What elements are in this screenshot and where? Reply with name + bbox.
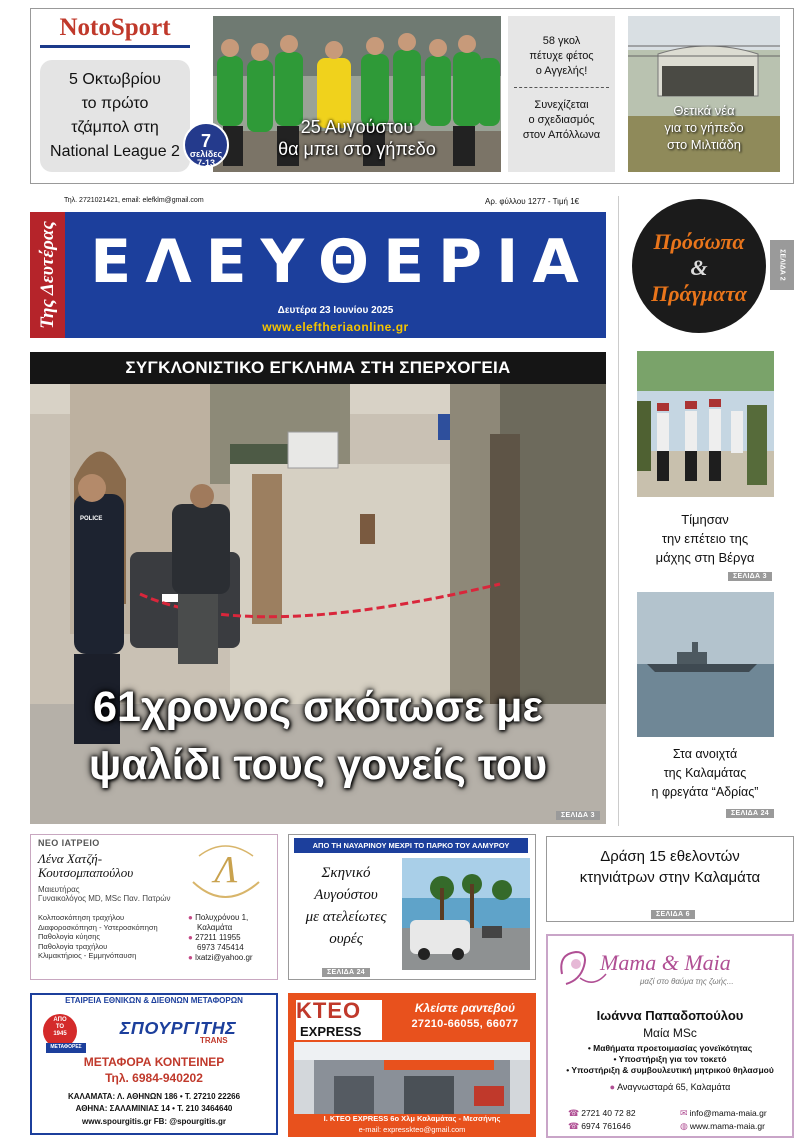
story-line: Τίμησαν (681, 512, 729, 527)
service-item: Παθολογία κύησης (38, 932, 101, 941)
kteo-email[interactable]: e-mail: expresskteo@gmail.com (358, 1125, 466, 1134)
police-label: POLICE (80, 516, 103, 522)
email-link[interactable] (680, 1108, 767, 1119)
sport-story-basketball[interactable] (40, 60, 190, 172)
container-transport: ΜΕΤΑΦΟΡΑ ΚΟΝΤΕΙΝΕΡ (83, 1055, 225, 1069)
web-link[interactable] (680, 1121, 765, 1132)
name-line: Κουτσομπαπούλου (38, 865, 134, 880)
story-line: το πρώτο (81, 95, 149, 112)
mama-maia-title: Mama & Maia (600, 950, 731, 975)
caption-line: για το γήπεδο (664, 120, 744, 135)
frigate-photo[interactable] (637, 592, 774, 737)
phone-icon: ● (188, 933, 193, 942)
text-line: ουρές (329, 931, 363, 947)
email-text: info@mama-maia.gr (689, 1108, 767, 1118)
clinic-subtitle (38, 885, 171, 903)
address-line: Καλαμάτα (197, 923, 233, 932)
main-story-kicker[interactable]: ΣΥΓΚΛΟΝΙΣΤΙΚΟ ΕΓΚΛΗΜΑ ΣΤΗ ΣΠΕΡΧΟΓΕΙΑ (30, 352, 606, 384)
kteo-address: Ι. ΚΤΕΟ EXPRESS 6ο Χλμ Καλαμάτας - Μεσσήνης (323, 1114, 501, 1123)
service-item: Κολποσκόπηση τραχήλου (38, 913, 125, 922)
spourgitis-web[interactable]: www.spourgitis.gr FB: @spourgitis.gr (82, 1117, 226, 1126)
service-item: • Υποστήριξη & συμβουλευτική μητρικού θηλασμού (566, 1065, 774, 1075)
story-line: η φρεγάτα “Αδρίας” (651, 785, 759, 799)
pp-line: Πράγματα (651, 281, 747, 306)
phone-number[interactable]: 6973 745414 (197, 943, 244, 952)
midwife-services (548, 1043, 792, 1076)
service-item: • Μαθήματα προετοιμασίας γονεϊκότητας (587, 1043, 753, 1053)
navarino-text (290, 862, 402, 950)
since-1945-badge (40, 1011, 90, 1055)
navarino-page-ref: ΣΕΛΙΔΑ 24 (322, 968, 370, 977)
vergas-story[interactable] (625, 510, 785, 567)
frigate-story[interactable] (625, 745, 785, 802)
brief-line: 58 γκολ (542, 35, 581, 47)
pp-page-tag (770, 240, 794, 290)
caption-line: Θετικά νέα (673, 103, 735, 118)
brief-apollon[interactable] (508, 88, 615, 143)
headline-line: 61χρονος σκότωσε με (93, 683, 543, 731)
sport-briefs-box (508, 16, 615, 172)
navarino-header: ΑΠΟ ΤΗ ΝΑΥΑΡΙΝΟΥ ΜΕΧΡΙ ΤΟ ΠΑΡΚΟ ΤΟΥ ΑΛΜΥΡΟΥ (294, 838, 528, 853)
service-item: Παθολογία τραχήλου (38, 941, 108, 951)
sport-pages-badge[interactable] (183, 122, 229, 168)
brief-line: ο σχεδιασμός (528, 114, 595, 126)
text-line: με ατελείωτες (305, 909, 387, 925)
kteo-booking[interactable]: Κλείστε ραντεβού (414, 1001, 516, 1015)
pp-amp: & (690, 255, 708, 280)
prosopa-pragmata-badge[interactable] (632, 199, 766, 333)
caption-line: θα μπει στο γήπεδο (278, 139, 436, 159)
midwife-name: Ιωάννα Παπαδοπούλου (596, 1008, 744, 1023)
brief-line: στον Απόλλωνα (522, 129, 601, 141)
brief-line: Συνεχίζεται (534, 99, 589, 111)
name-line: Λένα Χατζή- (38, 851, 103, 866)
midwife-role: Μαία MSc (643, 1026, 697, 1040)
mobile-icon: ☎ (568, 1121, 580, 1131)
contact-info: Τηλ. 2721021421, email: elefklm@gmail.com (64, 197, 204, 204)
clinic-logo (185, 842, 267, 908)
clinic-contact (188, 913, 253, 963)
mama-maia-subtitle: μαζί στο θαύμα της ζωής... (640, 977, 734, 986)
issue-date: Δευτέρα 23 Ιουνίου 2025 (277, 305, 394, 316)
edition-label: Της Δευτέρας (36, 221, 58, 329)
subtitle-line: Γυναικολόγος MD, MSc Παν. Πατρών (38, 894, 171, 903)
story-line: τζάμπολ στη (71, 119, 159, 136)
story-line: 5 Οκτωβρίου (69, 71, 161, 88)
badge-line: ΤΟ (55, 1024, 65, 1030)
clinic-services (38, 913, 158, 961)
spourgitis-header: ΕΤΑΙΡΕΙΑ ΕΘΝΙΚΩΝ & ΔΙΕΘΝΩΝ ΜΕΤΑΦΟΡΩΝ (65, 996, 243, 1005)
caption-line: στο Μιλτιάδη (666, 137, 742, 152)
address-text: Αναγνωσταρά 65, Καλαμάτα (617, 1082, 731, 1092)
brief-line: ο Αγγελής! (535, 65, 588, 77)
service-item: • Υποστήριξη για τον τοκετό (613, 1054, 727, 1064)
website-link[interactable]: www.eleftheriaonline.gr (262, 320, 409, 334)
edition-tab (30, 212, 65, 338)
badge-line: ΑΠΟ (53, 1017, 67, 1023)
text-line: Δράση 15 εθελοντών (600, 848, 740, 865)
main-headline[interactable] (30, 678, 606, 794)
main-page-ref: ΣΕΛΙΔΑ 3 (556, 811, 600, 820)
frigate-page-ref: ΣΕΛΙΔΑ 24 (726, 809, 774, 818)
issue-number: Αρ. φύλλου 1277 - Τιμή 1€ (485, 197, 580, 206)
phone-icon: ☎ (568, 1108, 580, 1118)
badge-bottom: ΜΕΤΑΦΟΡΕΣ (50, 1044, 82, 1050)
kalamata-address: ΚΑΛΑΜΑΤΑ: Λ. ΑΘΗΝΩΝ 186 • Τ. 27210 22266 (67, 1092, 241, 1101)
address-line: Πολυχρόνου 1, (195, 913, 249, 922)
traffic-photo[interactable] (402, 858, 530, 970)
story-line: την επέτειο της (661, 531, 749, 546)
kteo-building-photo (294, 1042, 530, 1114)
location-icon: ● (609, 1082, 616, 1092)
page-ref: ΣΕΛΙΔΑ 2 (778, 249, 786, 281)
midwife-address (548, 1082, 792, 1092)
badge-line: 1945 (53, 1031, 67, 1037)
spourgitis-phone[interactable]: Τηλ. 6984-940202 (105, 1071, 203, 1085)
text-line: Σκηνικό (321, 865, 371, 881)
caption-line: 25 Αυγούστου (300, 117, 414, 137)
subtitle-line: Μαιευτήρας (38, 885, 80, 894)
spourgitis-name: ΣΠΟΥΡΓΙΤΗΣ (119, 1018, 237, 1038)
kteo-phones[interactable]: 27210-66055, 66077 (411, 1018, 519, 1030)
story-line: National League 2 (50, 143, 180, 160)
service-item: Διαφοροσκόπηση - Υστεροσκόπηση (38, 922, 158, 932)
badge-number: 7 (200, 131, 211, 151)
kteo-express: EXPRESS (300, 1024, 362, 1039)
spourgitis-trans: TRANS (200, 1036, 228, 1045)
story-line: Στα ανοιχτά (672, 747, 738, 761)
phone-1[interactable] (568, 1108, 636, 1119)
clinic-ad-header: ΝΕΟ ΙΑΤΡΕΙΟ (38, 838, 100, 848)
headline-line: ψαλίδι τους γονείς του (88, 741, 548, 789)
story-line: της Καλαμάτας (663, 766, 747, 780)
vets-page-ref: ΣΕΛΙΔΑ 6 (651, 910, 695, 919)
phone-number[interactable]: 27211 11955 (195, 933, 241, 942)
email-icon: ● (188, 953, 193, 962)
email-link[interactable]: lxatzi@yahoo.gr (195, 953, 253, 962)
clinic-logo-letter: Λ (214, 849, 238, 891)
story-line: μάχης στη Βέργα (655, 550, 755, 565)
brief-goals[interactable] (514, 16, 609, 88)
text-line: κτηνιάτρων στην Καλαμάτα (579, 869, 761, 886)
phone-2[interactable] (568, 1121, 631, 1132)
notosport-logo[interactable]: NotoSport (40, 14, 190, 48)
clinic-doctor-name (38, 852, 133, 880)
phone-number: 2721 40 72 82 (581, 1108, 636, 1118)
newspaper-title[interactable]: ΕΛΕΥΘΕΡΙΑ (90, 227, 593, 297)
vets-story-text (548, 846, 792, 888)
phone-number: 6974 761646 (581, 1121, 631, 1131)
service-item: Κλιμακτήριος - Εμμηνόπαυση (38, 951, 137, 960)
badge-text: σελίδες 7-13 (189, 149, 223, 168)
text-line: Αυγούστου (314, 887, 378, 903)
pp-line: Πρόσωπα (653, 229, 745, 254)
vergas-page-ref: ΣΕΛΙΔΑ 3 (728, 572, 772, 581)
stadium-photo-caption (628, 102, 780, 153)
athens-address: ΑΘΗΝΑ: ΣΑΛΑΜΙΝΙΑΣ 14 • Τ. 210 3464640 (75, 1104, 233, 1113)
battle-anniversary-photo[interactable] (637, 351, 774, 497)
football-photo-caption (213, 116, 501, 160)
globe-icon: ◍ (680, 1121, 688, 1131)
brief-line: πέτυχε φέτος (529, 50, 594, 62)
kteo-logo: ΚΤΕΟ (296, 998, 362, 1023)
badge-text (43, 1017, 77, 1038)
email-icon: ✉ (680, 1108, 688, 1118)
web-text: www.mama-maia.gr (689, 1121, 765, 1131)
location-icon: ● (188, 913, 193, 922)
